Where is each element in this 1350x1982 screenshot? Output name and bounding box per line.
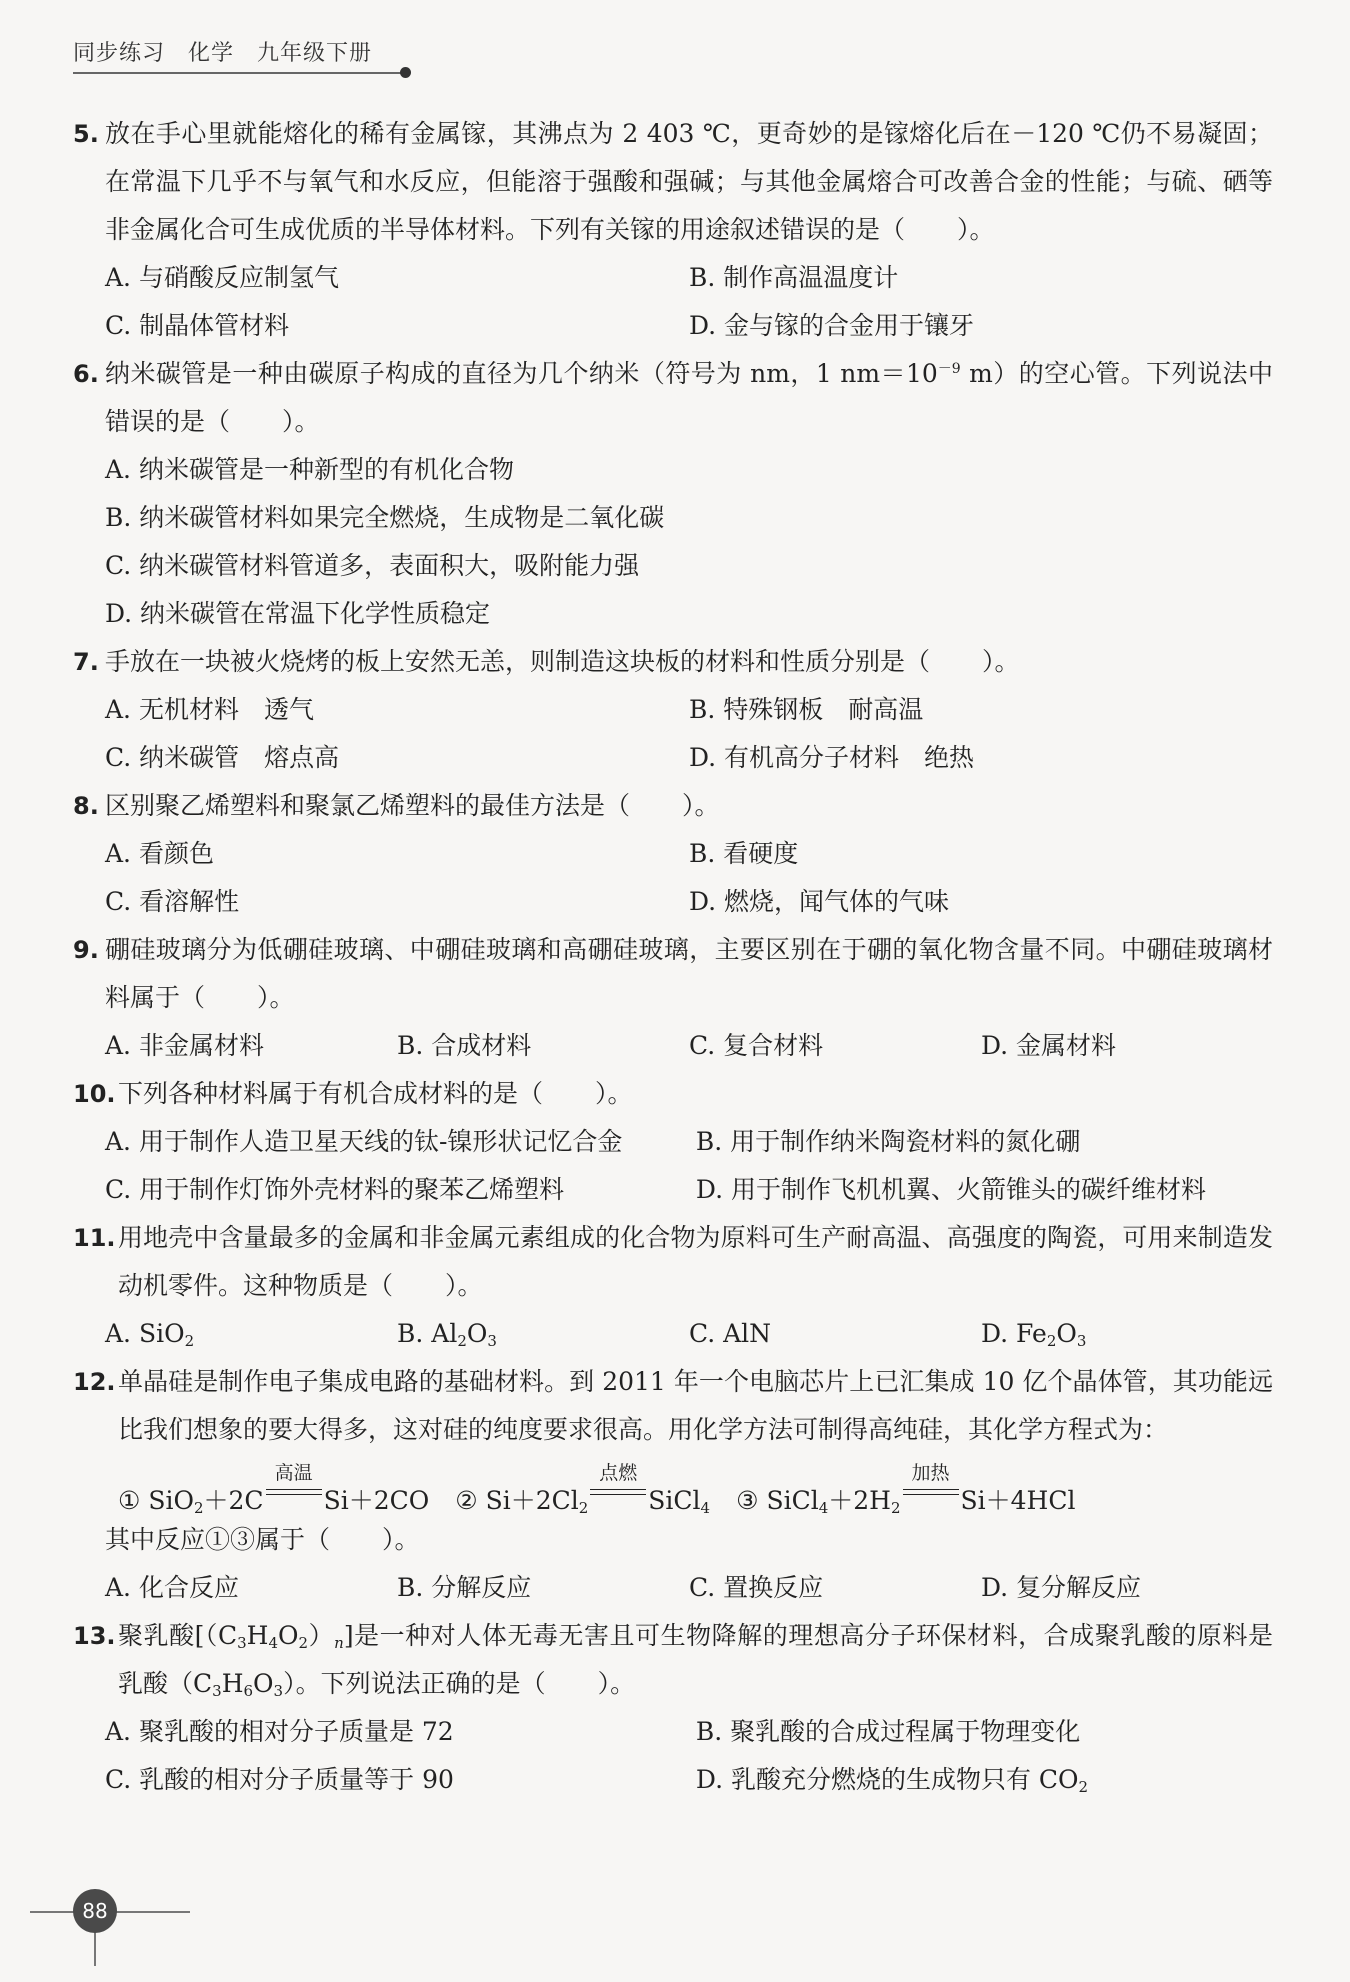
option-b: B. 分解反应 xyxy=(397,1573,532,1602)
header-dot xyxy=(400,67,411,78)
question-stem: 纳米碳管是一种由碳原子构成的直径为几个纳米（符号为 nm，1 $nm=10^{-9}$ m）的空心管。下列说法中错误的是（ ）。 xyxy=(105,359,1273,436)
option-a: A. SiO$_2$ xyxy=(105,1319,195,1350)
option-d: D. 纳米碳管在常温下化学性质稳定 xyxy=(105,599,491,628)
option-b: B. 合成材料 xyxy=(397,1031,532,1060)
question-8 xyxy=(73,782,1273,926)
option-b: B. 纳米碳管材料如果完全燃烧，生成物是二氧化碳 xyxy=(105,503,665,532)
option-b: B. 聚乳酸的合成过程属于物理变化 xyxy=(695,1717,1081,1746)
option-c: C. AlN xyxy=(689,1319,772,1348)
option-d: D. $Fe_2O_3$ xyxy=(981,1319,1087,1350)
option-c: C. 用于制作灯饰外壳材料的聚苯乙烯塑料 xyxy=(105,1175,565,1204)
option-c: C. 看溶解性 xyxy=(105,887,240,916)
option-b: B. 制作高温温度计 xyxy=(689,263,899,292)
option-a: A. 用于制作人造卫星天线的钛-镍形状记忆合金 xyxy=(105,1127,623,1156)
option-d: D. 金与镓的合金用于镶牙 xyxy=(689,311,975,340)
question-stem: 手放在一块被火烧烤的板上安然无恙，则制造这块板的材料和性质分别是（ ）。 xyxy=(105,647,1020,676)
option-c: C. 复合材料 xyxy=(689,1031,824,1060)
question-sub-stem: 其中反应①③属于（ ）。 xyxy=(105,1525,420,1554)
page-header: 同步练习 化学 九年级下册 xyxy=(73,41,373,66)
equation-2: ② $Si+2Cl_2$ 点燃 SiCl$_4$ xyxy=(455,1462,711,1517)
option-c: C. 制晶体管材料 xyxy=(105,311,290,340)
question-13 xyxy=(73,1612,1273,1804)
equation-3: ③ $SiCl_4+2H_2$ 加热 Si＋4HCl xyxy=(736,1462,1076,1517)
question-number: 11. xyxy=(73,1224,116,1252)
option-a: A. 纳米碳管是一种新型的有机化合物 xyxy=(105,455,514,484)
option-b: B. $Al_2O_3$ xyxy=(397,1319,497,1350)
option-a: A. 无机材料 透气 xyxy=(105,695,314,724)
equation-1: ① SiO$_2$＋2C 高温 Si＋2CO xyxy=(118,1462,430,1517)
page-number: 88 xyxy=(73,1889,117,1933)
equation-line xyxy=(73,1458,1273,1516)
option-c: C. 置换反应 xyxy=(689,1573,824,1602)
question-stem: 单晶硅是制作电子集成电路的基础材料。到 2011 年一个电脑芯片上已汇集成 10 亿个晶体管，其功能远比我们想象的要大得多，这对硅的纯度要求很高。用化学方法可制得高纯硅，其化学方程式为： xyxy=(118,1367,1273,1444)
option-a: A. 看颜色 xyxy=(105,839,214,868)
page-number-stem xyxy=(94,1930,96,1966)
question-list xyxy=(73,110,1273,1804)
question-5 xyxy=(73,110,1273,350)
question-stem: 下列各种材料属于有机合成材料的是（ ）。 xyxy=(118,1079,633,1108)
option-d: D. 用于制作飞机机翼、火箭锥头的碳纤维材料 xyxy=(695,1175,1206,1204)
question-10 xyxy=(73,1070,1273,1214)
option-d: D. 乳酸充分燃烧的生成物只有 $CO_2$ xyxy=(695,1765,1089,1796)
question-number: 6. xyxy=(73,360,99,388)
option-a: A. 非金属材料 xyxy=(105,1031,264,1060)
option-a: A. 化合反应 xyxy=(105,1573,239,1602)
question-9 xyxy=(73,926,1273,1070)
question-stem: 硼硅玻璃分为低硼硅玻璃、中硼硅玻璃和高硼硅玻璃，主要区别在于硼的氧化物含量不同。中硼硅玻璃材料属于（ ）。 xyxy=(105,935,1273,1012)
option-d: D. 复分解反应 xyxy=(981,1573,1142,1602)
option-d: D. 金属材料 xyxy=(981,1031,1117,1060)
question-number: 7. xyxy=(73,648,99,676)
option-d: D. 有机高分子材料 绝热 xyxy=(689,743,975,772)
option-c: C. 乳酸的相对分子质量等于 90 xyxy=(105,1765,454,1794)
question-number: 9. xyxy=(73,936,99,964)
question-number: 13. xyxy=(73,1622,116,1650)
question-7 xyxy=(73,638,1273,782)
option-c: C. 纳米碳管材料管道多，表面积大，吸附能力强 xyxy=(105,551,640,580)
question-6 xyxy=(73,350,1273,638)
question-stem: 放在手心里就能熔化的稀有金属镓，其沸点为 2 403 ℃，更奇妙的是镓熔化后在－120 ℃仍不易凝固；在常温下几乎不与氧气和水反应，但能溶于强酸和强碱；与其他金属熔合可改善合金的性能；与硫、硒等非金属化合可生成优质的半导体材料。下列有关镓的用途叙述错误的是（ ）。 xyxy=(105,119,1273,244)
option-b: B. 用于制作纳米陶瓷材料的氮化硼 xyxy=(695,1127,1081,1156)
question-11 xyxy=(73,1214,1273,1358)
question-number: 10. xyxy=(73,1080,116,1108)
question-number: 12. xyxy=(73,1368,116,1396)
option-c: C. 纳米碳管 熔点高 xyxy=(105,743,340,772)
reaction-condition: 点燃 xyxy=(590,1485,646,1509)
option-a: A. 与硝酸反应制氢气 xyxy=(105,263,339,292)
option-b: B. 看硬度 xyxy=(689,839,799,868)
option-d: D. 燃烧，闻气体的气味 xyxy=(689,887,950,916)
question-stem: 用地壳中含量最多的金属和非金属元素组成的化合物为原料可生产耐高温、高强度的陶瓷，可用来制造发动机零件。这种物质是（ ）。 xyxy=(118,1223,1273,1300)
option-b: B. 特殊钢板 耐高温 xyxy=(689,695,924,724)
question-number: 5. xyxy=(73,120,99,148)
question-12 xyxy=(73,1358,1273,1612)
reaction-condition: 高温 xyxy=(266,1485,322,1509)
question-stem: 区别聚乙烯塑料和聚氯乙烯塑料的最佳方法是（ ）。 xyxy=(105,791,720,820)
header-rule xyxy=(73,72,403,74)
option-a: A. 聚乳酸的相对分子质量是 72 xyxy=(105,1717,454,1746)
question-stem: 聚乳酸$[(C_3H_4O_2)_n]$是一种对人体无毒无害且可生物降解的理想高分子环保材料，合成聚乳酸的原料是乳酸$(C_3H_6O_3)$。下列说法正确的是（ ）。 xyxy=(118,1621,1273,1700)
question-number: 8. xyxy=(73,792,99,820)
reaction-condition: 加热 xyxy=(903,1485,959,1509)
